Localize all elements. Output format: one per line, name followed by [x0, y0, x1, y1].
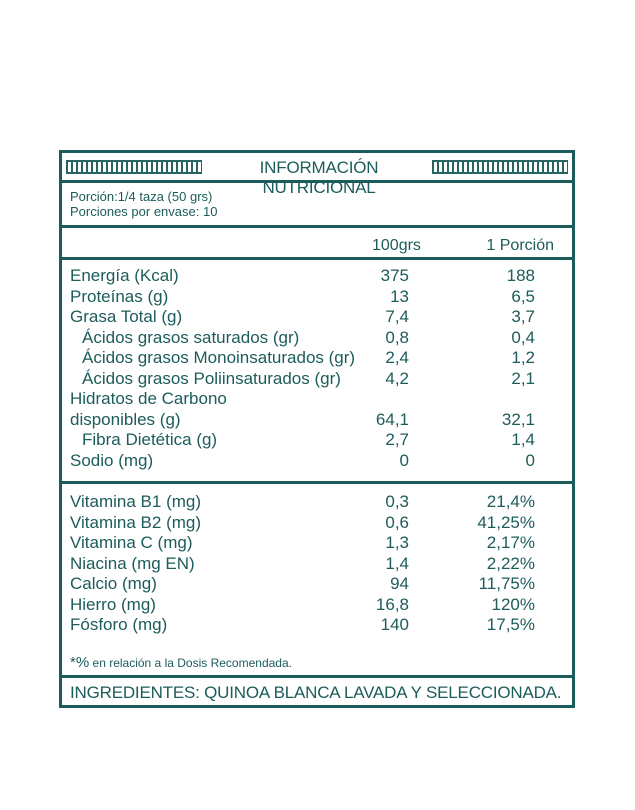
vitamin-row: Fósforo (mg) 140 17,5% [70, 615, 535, 634]
vitamin-list [62, 492, 572, 636]
ingredients: INGREDIENTES: QUINOA BLANCA LAVADA Y SELECCIONADA. [62, 675, 572, 705]
footnote-text: en relación a la Dosis Recomendada. [89, 656, 292, 670]
nutrient-row: Hidratos de Carbono [70, 389, 227, 408]
nutrient-row: Ácidos grasos Monoinsaturados (gr) 2,4 1,2 [82, 348, 535, 367]
column-portion: 1 Porción [486, 237, 554, 254]
nutrient-row: Grasa Total (g) 7,4 3,7 [70, 307, 535, 326]
nutrient-row: Ácidos grasos saturados (gr) 0,8 0,4 [82, 327, 535, 347]
portion-info [62, 183, 572, 228]
footnote [70, 654, 292, 671]
vitamin-row: Hierro (mg) 16,8 120% [70, 594, 535, 614]
nutrient-row: Fibra Dietética (g) 2,7 1,4 [82, 430, 535, 449]
nutrition-label [59, 150, 575, 708]
portion-size: Porción:1/4 taza (50 grs) [70, 189, 213, 204]
vitamin-row: Calcio (mg) 94 11,75% [70, 574, 535, 593]
nutrient-row: Sodio (mg) 0 0 [70, 450, 535, 470]
nutrient-row: Ácidos grasos Poliinsaturados (gr) 4,2 2,1 [82, 368, 535, 388]
nutrient-row: Energía (Kcal) 375 188 [70, 266, 535, 285]
column-header [62, 228, 572, 260]
footnote-marker: *% [70, 654, 90, 671]
nutrient-row: Proteínas (g) 13 6,5 [70, 286, 535, 306]
nutrient-list [62, 266, 572, 484]
vitamin-row: Niacina (mg EN) 1,4 2,22% [70, 553, 535, 573]
portions-per-package: Porciones por envase: 10 [70, 204, 218, 219]
greek-key-border-right [432, 160, 568, 174]
label-title: INFORMACIÓN NUTRICIONAL [259, 158, 379, 197]
column-100g: 100grs [372, 237, 421, 254]
vitamin-row: Vitamina C (mg) 1,3 2,17% [70, 533, 535, 552]
greek-key-border-left [66, 160, 202, 174]
vitamin-row: Vitamina B1 (mg) 0,3 21,4% [70, 492, 535, 511]
nutrient-row: disponibles (g) 64,1 32,1 [70, 409, 535, 429]
vitamin-row: Vitamina B2 (mg) 0,6 41,25% [70, 512, 535, 532]
